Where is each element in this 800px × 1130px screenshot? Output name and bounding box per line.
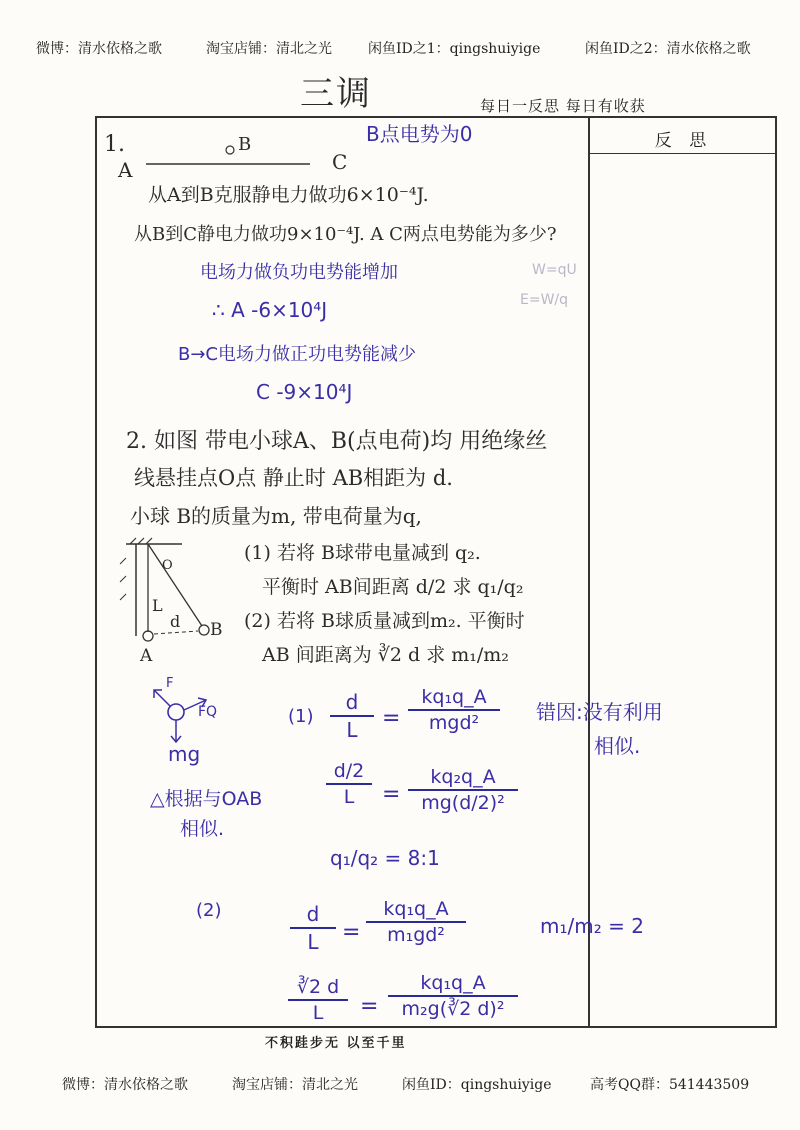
problem1-answer1: 电场力做负功电势能增加 (200, 262, 398, 283)
eq3-rhs-den: m₁gd² (387, 924, 445, 946)
problem2-part1-a: (1) 若将 B球带电量减到 q₂. (244, 542, 481, 564)
problem2-line1: 2. 如图 带电小球A、B(点电荷)均 用绝缘丝 (126, 429, 548, 454)
header-xianyu-1: 闲鱼ID之1：qingshuiyige (368, 41, 541, 57)
similarity-note-1: △根据与OAB (150, 788, 263, 810)
reflection-column-header (590, 120, 777, 154)
eq2-lhs (326, 760, 372, 808)
solution-part1-label: (1) (288, 706, 314, 727)
header-bar (0, 38, 800, 60)
mistake-note-1: 错因:没有利用 (536, 700, 663, 724)
eq1-equals: = (382, 706, 401, 731)
header-xianyu-2: 闲鱼ID之2：清水依格之歌 (585, 41, 751, 57)
eq2-lhs-den: L (343, 786, 355, 808)
problem1-note-b: B点电势为0 (366, 122, 473, 146)
eq4-lhs (288, 976, 348, 1024)
eq2-rhs-num: kq₂q_A (430, 766, 496, 788)
problem2-part2-b: AB 间距离为 ∛2 d 求 m₁/m₂ (262, 644, 509, 666)
force-label-mg: mg (168, 742, 201, 766)
eq3-rhs (366, 898, 466, 946)
margin-faint-w: W=qU (532, 262, 577, 278)
eq1-rhs (408, 686, 500, 734)
eq4-lhs-num: ∛2 d (296, 976, 340, 998)
problem1-answer4: C -9×10⁴J (256, 380, 353, 404)
reflection-column-divider (588, 116, 590, 1028)
eq2-equals: = (382, 782, 401, 807)
footer-shop: 淘宝店铺：清北之光 (232, 1077, 358, 1093)
ratio-result: q₁/q₂ = 8:1 (330, 846, 440, 870)
eq4-equals: = (360, 994, 379, 1019)
problem1-number: 1. (104, 132, 125, 157)
eq1-lhs (330, 690, 374, 742)
eq4-rhs (388, 972, 518, 1020)
eq2-lhs-num: d/2 (333, 760, 365, 782)
eq3-lhs (290, 902, 336, 954)
problem1-answer2: ∴ A -6×10⁴J (212, 298, 328, 322)
eq1-lhs-num: d (345, 690, 359, 714)
footer-xianyu: 闲鱼ID：qingshuiyige (402, 1077, 552, 1093)
eq2-rhs-den: mg(d/2)² (421, 792, 505, 814)
problem1-point-b: B (238, 134, 252, 155)
problem2-part2-a: (2) 若将 B球质量减到m₂. 平衡时 (244, 610, 525, 632)
reflection-header-label: 反 思 (654, 131, 713, 151)
mass-ratio: m₁/m₂ = 2 (540, 914, 644, 938)
motto-bottom: 不积跬步无 以至千里 (265, 1036, 407, 1051)
page-title: 三调 (300, 74, 372, 114)
eq4-lhs-den: L (312, 1002, 324, 1024)
eq4-rhs-num: kq₁q_A (420, 972, 486, 994)
diagram-label-a: A (140, 646, 153, 666)
pendulum-diagram (112, 536, 232, 676)
diagram-label-l: L (152, 596, 163, 615)
problem1-line1: 从A到B克服静电力做功6×10⁻⁴J. (148, 184, 429, 206)
problem2-part1-b: 平衡时 AB间距离 d/2 求 q₁/q₂ (262, 576, 524, 598)
footer-weibo: 微博：清水依格之歌 (62, 1077, 188, 1093)
problem1-answer3: B→C电场力做正功电势能减少 (178, 344, 416, 365)
problem2-line3: 小球 B的质量为m, 带电荷量为q, (130, 504, 422, 528)
motto-top: 每日一反思 每日有收获 (480, 97, 646, 115)
header-weibo: 微博：清水依格之歌 (36, 41, 162, 57)
diagram-label-b: B (210, 620, 223, 640)
eq1-rhs-den: mgd² (428, 712, 480, 734)
mistake-note-2: 相似. (594, 734, 641, 758)
footer-bar (0, 1074, 800, 1096)
header-shop: 淘宝店铺：清北之光 (206, 41, 332, 57)
problem1-point-c: C (332, 150, 348, 174)
problem1-line2: 从B到C静电力做功9×10⁻⁴J. A C两点电势能为多少? (134, 224, 557, 245)
force-label-fq: FQ (198, 704, 218, 720)
eq4-rhs-den: m₂g(∛2 d)² (401, 998, 505, 1020)
eq3-lhs-num: d (306, 902, 320, 926)
diagram-label-o: O (162, 558, 173, 573)
force-label-f: F (166, 676, 174, 691)
margin-faint-e: E=W/q (520, 292, 569, 308)
eq3-lhs-den: L (307, 930, 319, 954)
diagram-label-d: d (170, 612, 181, 631)
eq3-rhs-num: kq₁q_A (383, 898, 449, 920)
eq3-equals: = (342, 920, 361, 945)
solution-part2-label: (2) (196, 900, 222, 921)
problem2-line2: 线悬挂点O点 静止时 AB相距为 d. (134, 466, 453, 490)
footer-qq: 高考QQ群：541443509 (590, 1077, 750, 1093)
eq1-lhs-den: L (346, 718, 358, 742)
similarity-note-2: 相似. (180, 818, 225, 840)
problem1-point-a: A (118, 158, 133, 182)
eq2-rhs (408, 766, 518, 814)
eq1-rhs-num: kq₁q_A (421, 686, 487, 708)
